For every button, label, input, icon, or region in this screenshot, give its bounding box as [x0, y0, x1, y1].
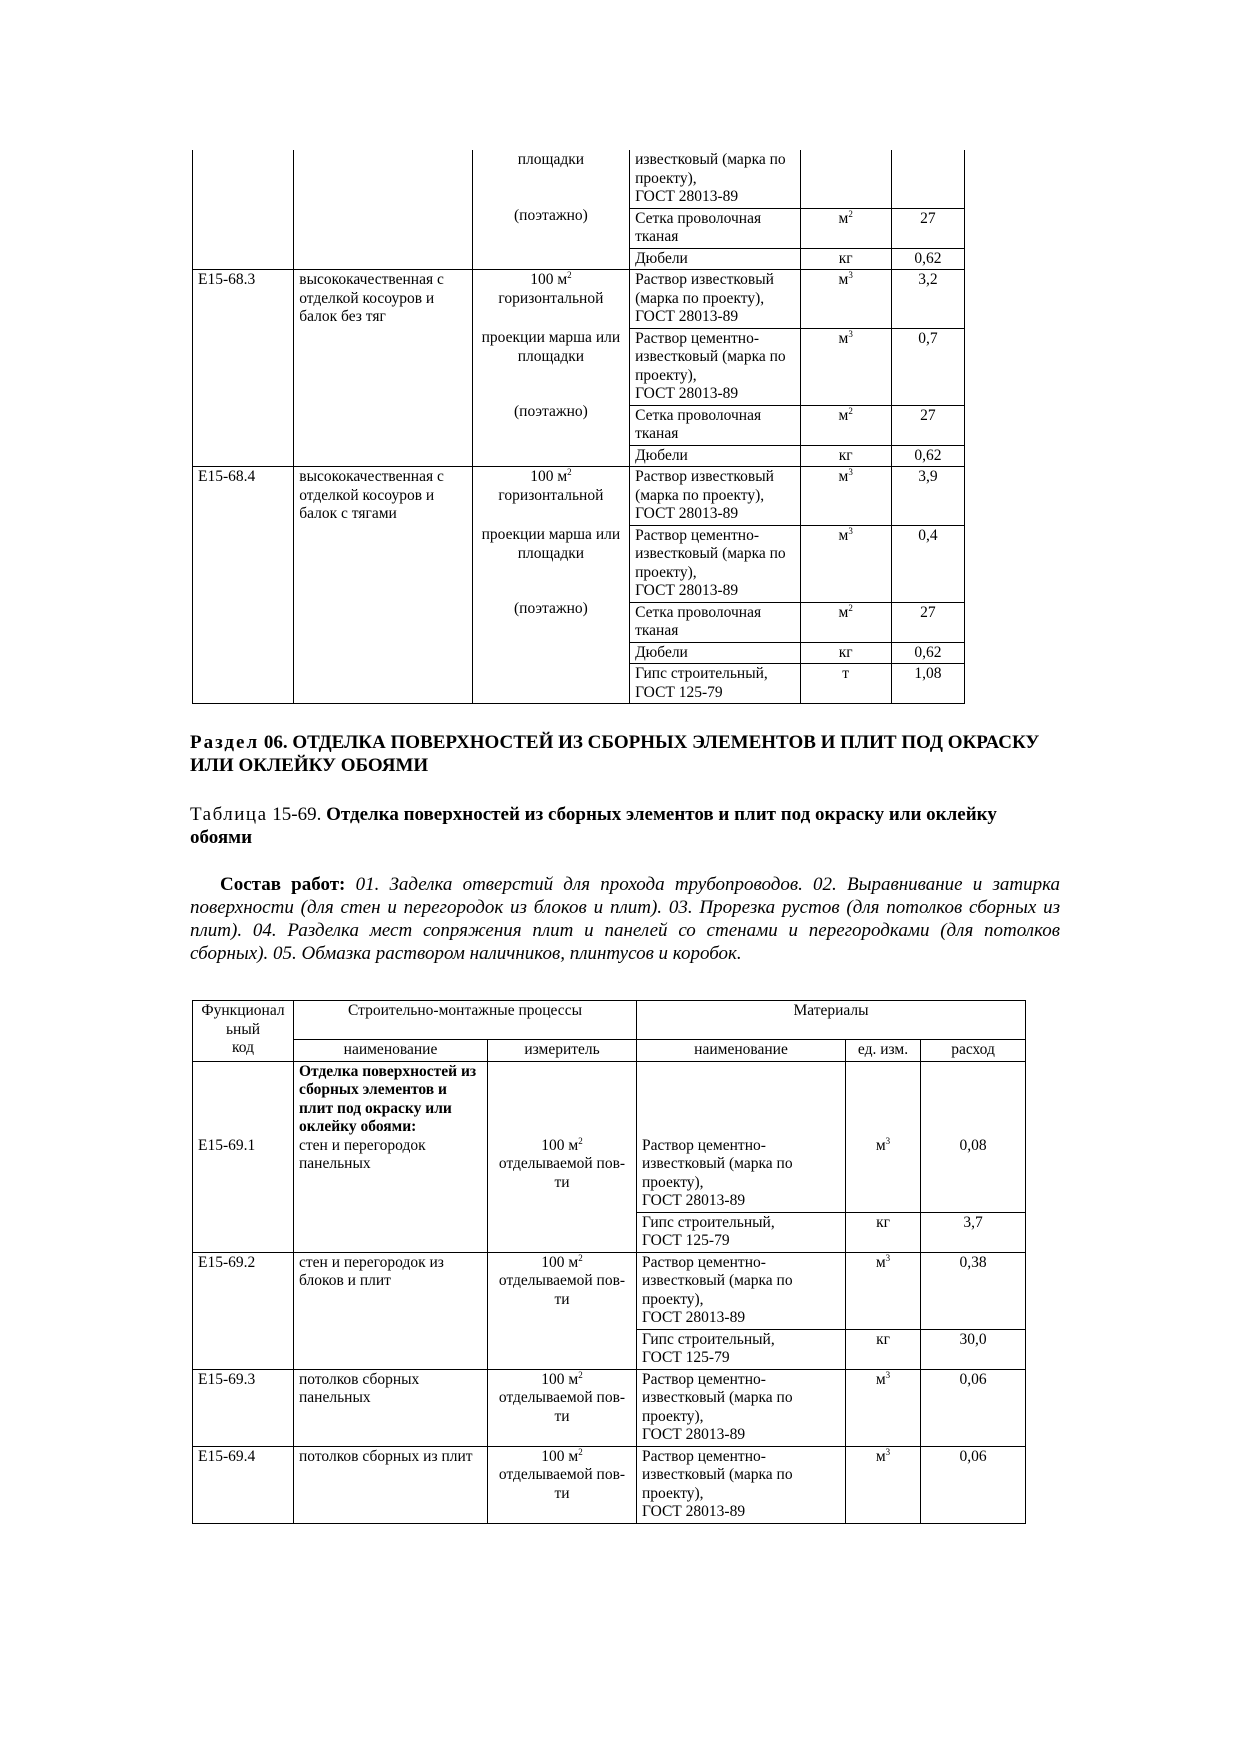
meter-cell: 100 $м^2$ отделываемой пов-ти [488, 1369, 637, 1446]
quantity-cell: 27 [891, 405, 964, 445]
process-name: Отделка поверхностей из сборных элементов и плит под окраску или оклейку обоями: стен и перегородок панельных [294, 1061, 488, 1252]
composition-text: 01. Заделка отверстий для прохода трубопроводов. 02. Выравнивание и затирка поверхности (для стен и перегородок из блоков и плит). 03. Прорезка рустов (для потолков сборных из плит). 04. Разделка мест сопряжения плит и панелей со стенами и перегородками (для потолков сборных). 05. Обмазка раствором наличников, плинтусов и коробок. [190, 874, 1060, 964]
unit-cell: $м^2$ [800, 405, 891, 445]
material-name: Гипс строительный, ГОСТ 125-79 [637, 1212, 846, 1252]
material-name: Сетка проволочная тканая [630, 602, 800, 642]
quantity-cell: 0,7 [891, 328, 964, 405]
material-name: Гипс строительный, ГОСТ 125-79 [630, 664, 800, 704]
quantity-cell: 0,06 [921, 1446, 1026, 1523]
material-name: Раствор известковый (марка по проекту), ГОСТ 28013-89 [630, 467, 800, 526]
unit-cell: кг [800, 445, 891, 467]
unit-cell: $м^3$ [846, 1061, 921, 1212]
header-quantity: расход [921, 1040, 1026, 1062]
function-code: E15-69.1 [193, 1061, 294, 1252]
table-row [193, 270, 965, 329]
table-intro: Отделка поверхностей из сборных элементов и плит под окраску или оклейку обоями: [299, 1062, 477, 1135]
function-code: E15-68.3 [193, 270, 294, 467]
material-name: Дюбели [630, 248, 800, 270]
header-code: Функционал ьный код [193, 1001, 294, 1062]
quantity-cell: 27 [891, 602, 964, 642]
meter-cell: 100 $м^2$ горизонтальной [472, 467, 629, 526]
quantity-cell: 3,2 [891, 270, 964, 329]
material-name: Сетка проволочная тканая [630, 208, 800, 248]
meter-cell: 100 $м^2$ отделываемой пов-ти [488, 1446, 637, 1523]
quantity-cell: 3,9 [891, 467, 964, 526]
table-row [193, 1446, 1026, 1523]
material-name: Раствор цементно-известковый (марка по проекту), ГОСТ 28013-89 [637, 1061, 846, 1212]
function-code: E15-69.2 [193, 1252, 294, 1369]
unit-cell: $м^3$ [846, 1252, 921, 1329]
composition-label: Состав работ: [220, 874, 346, 895]
material-name: Раствор цементно-известковый (марка по проекту), ГОСТ 28013-89 [637, 1252, 846, 1329]
function-code: E15-68.4 [193, 467, 294, 704]
meter-cell: 100 $м^2$ горизонтальной [472, 270, 629, 329]
quantity-cell: 3,7 [921, 1212, 1026, 1252]
quantity-cell: 0,62 [891, 445, 964, 467]
table-header-row [193, 1001, 1026, 1040]
table-header-row [193, 1040, 1026, 1062]
quantity-cell: 0,08 [921, 1061, 1026, 1212]
table-caption: Таблица 15-69. Отделка поверхностей из сборных элементов и плит под окраску или оклейку обоями [190, 804, 997, 848]
unit-cell: $м^3$ [800, 467, 891, 526]
material-name: Раствор цементно-известковый (марка по проекту), ГОСТ 28013-89 [630, 328, 800, 405]
unit-cell: кг [846, 1329, 921, 1369]
quantity-cell: 27 [891, 208, 964, 248]
norms-table-15-68 [192, 150, 965, 704]
table-row [193, 1061, 1026, 1212]
unit-cell: кг [846, 1212, 921, 1252]
function-code: E15-69.4 [193, 1446, 294, 1523]
meter-cell: проекции марша или площадки (поэтажно) [472, 525, 629, 704]
material-name: Сетка проволочная тканая [630, 405, 800, 445]
function-code: E15-69.3 [193, 1369, 294, 1446]
material-name: Раствор известковый (марка по проекту), ГОСТ 28013-89 [630, 270, 800, 329]
material-name: Дюбели [630, 445, 800, 467]
table-row [193, 150, 965, 208]
quantity-cell: 0,4 [891, 525, 964, 602]
meter-cell: проекции марша или площадки (поэтажно) [472, 328, 629, 467]
quantity-cell: 0,62 [891, 642, 964, 664]
unit-cell: т [800, 664, 891, 704]
unit-cell: $м^3$ [800, 328, 891, 405]
unit-cell: кг [800, 248, 891, 270]
material-name: Раствор цементно-известковый (марка по проекту), ГОСТ 28013-89 [630, 525, 800, 602]
header-material-name: наименование [637, 1040, 846, 1062]
material-name: Гипс строительный, ГОСТ 125-79 [637, 1329, 846, 1369]
unit-cell: $м^3$ [846, 1369, 921, 1446]
meter-text: (поэтажно) [514, 206, 588, 224]
meter-cell: 100 $м^2$ отделываемой пов-ти [488, 1252, 637, 1369]
process-name: потолков сборных панельных [294, 1369, 488, 1446]
unit-cell: $м^3$ [846, 1446, 921, 1523]
material-name: известковый (марка по проекту), ГОСТ 28013-89 [630, 150, 800, 208]
header-materials: Материалы [637, 1001, 1026, 1040]
header-unit: ед. изм. [846, 1040, 921, 1062]
quantity-cell: 0,06 [921, 1369, 1026, 1446]
unit-cell: $м^2$ [800, 208, 891, 248]
section-heading: Раздел 06. ОТДЕЛКА ПОВЕРХНОСТЕЙ ИЗ СБОРНЫХ ЭЛЕМЕНТОВ И ПЛИТ ПОД ОКРАСКУ ИЛИ ОКЛЕЙКУ ОБОЯМИ [190, 732, 1040, 776]
material-name: Раствор цементно-известковый (марка по проекту), ГОСТ 28013-89 [637, 1446, 846, 1523]
unit-cell: $м^2$ [800, 602, 891, 642]
quantity-cell: 1,08 [891, 664, 964, 704]
process-name: стен и перегородок из блоков и плит [294, 1252, 488, 1369]
process-name: высококачественная с отделкой косоуров и балок без тяг [294, 270, 472, 467]
table-row [193, 1369, 1026, 1446]
quantity-cell: 0,62 [891, 248, 964, 270]
material-name: Дюбели [630, 642, 800, 664]
norms-table-15-69 [192, 1000, 1026, 1524]
work-composition [190, 873, 1060, 965]
unit-cell: $м^3$ [800, 525, 891, 602]
meter-cell: 100 $м^2$ отделываемой пов-ти [488, 1061, 637, 1252]
quantity-cell: 30,0 [921, 1329, 1026, 1369]
unit-cell: $м^3$ [800, 270, 891, 329]
quantity-cell: 0,38 [921, 1252, 1026, 1329]
material-name: Раствор цементно-известковый (марка по проекту), ГОСТ 28013-89 [637, 1369, 846, 1446]
header-processes: Строительно-монтажные процессы [294, 1001, 637, 1040]
table-row [193, 467, 965, 526]
meter-text: площадки [517, 151, 585, 168]
table-row [193, 1252, 1026, 1329]
header-meter: измеритель [488, 1040, 637, 1062]
process-name: высококачественная с отделкой косоуров и балок с тягами [294, 467, 472, 704]
process-name: потолков сборных из плит [294, 1446, 488, 1523]
header-name: наименование [294, 1040, 488, 1062]
unit-cell: кг [800, 642, 891, 664]
